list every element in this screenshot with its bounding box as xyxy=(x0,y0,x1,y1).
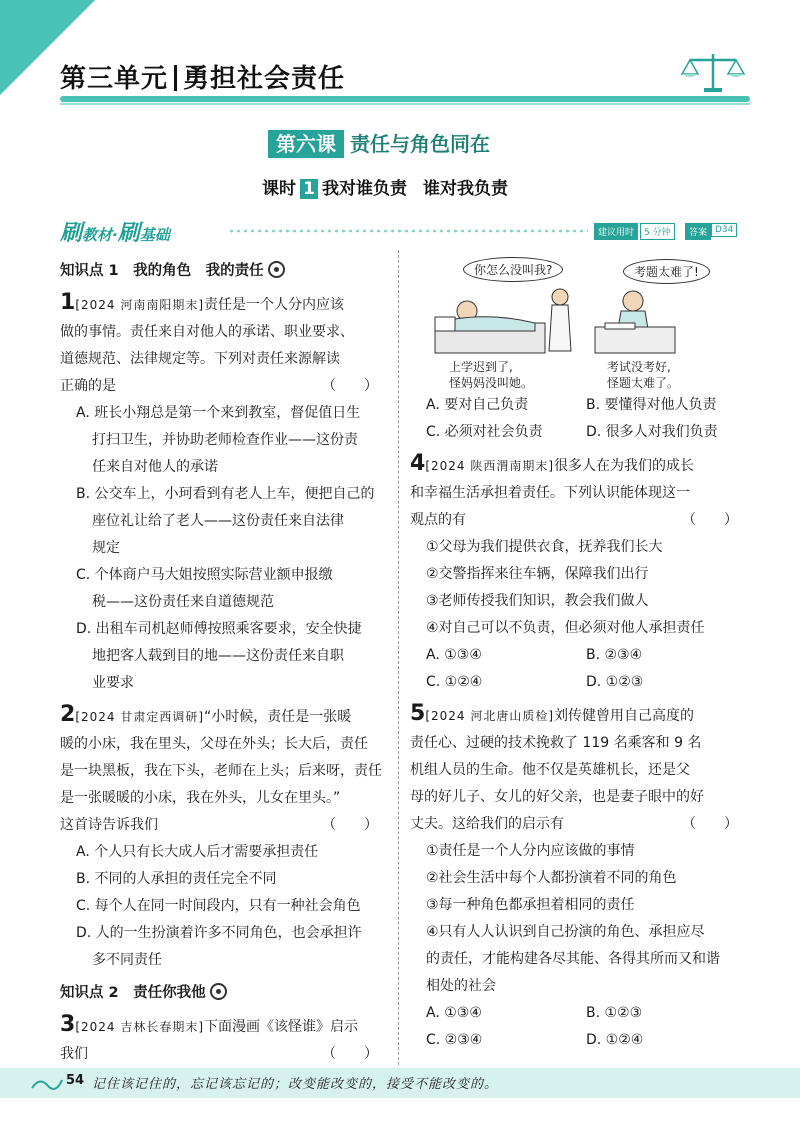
caption-line: 上学迟到了, xyxy=(449,360,513,374)
q3-option-b: B. 要懂得对他人负责 xyxy=(586,397,717,413)
q4-options-row-2 xyxy=(410,669,750,696)
q3-option-d: D. 很多人对我们负责 xyxy=(586,424,718,440)
q4-item: ④对自己可以不负责，但必须对他人承担责任 xyxy=(426,620,705,636)
section-brand xyxy=(60,216,170,247)
q1-option-d: D. 出租车司机赵师傅按照乘客要求，安全快捷 xyxy=(76,621,362,637)
speech-bubble-2: 考题太难了! xyxy=(623,259,710,284)
q1-option-a: A. 班长小翔总是第一个来到教室，督促值日生 xyxy=(76,405,361,421)
title-separator xyxy=(174,65,177,91)
q1-option-a-cont: 打扫卫生，并协助老师检查作业——这份责 xyxy=(92,432,358,448)
q2-line: 暖的小床，我在里头，父母在外头；长大后，责任 xyxy=(60,736,368,752)
q4-item: ②交警指挥来往车辆，保障我们出行 xyxy=(426,566,649,582)
caption-line: 怪妈妈没叫她。 xyxy=(449,376,534,390)
q1-option-c-cont: 税——这份责任来自道德规范 xyxy=(92,594,274,610)
q3-options-row-1 xyxy=(410,392,750,419)
brand-word-2: 基础 xyxy=(139,226,170,244)
q4-source: [2024 陕西渭南期末] xyxy=(425,459,555,473)
q2-option-c: C. 每个人在同一时间段内，只有一种社会角色 xyxy=(76,898,361,914)
q5-line: 母的好儿子、女儿的好父亲，也是妻子眼中的好 xyxy=(410,789,704,805)
question-2 xyxy=(60,701,390,974)
answer-label-tag: 答案 xyxy=(685,223,711,240)
q1-line: 责任是一个人分内应该 xyxy=(204,297,345,313)
lesson-name: 责任与角色同在 xyxy=(350,132,490,156)
q2-line: 是一张暖暖的小床，我在外头，儿女在里头。” xyxy=(60,790,341,806)
q5-item: ①责任是一个人分内应该做的事情 xyxy=(426,843,635,859)
comic-drawing xyxy=(425,283,765,363)
question-3 xyxy=(60,1011,390,1068)
q1-option-d-cont: 地把客人载到目的地——这份责任来自职 xyxy=(92,648,344,664)
knowledge-point-2 xyxy=(60,980,390,1007)
q2-option-a: A. 个人只有长大成人后才需要承担责任 xyxy=(76,844,319,860)
q4-option-c: C. ①②④ xyxy=(426,674,483,690)
q3-options-row-2 xyxy=(410,419,750,446)
q3-number: 3 xyxy=(60,1012,76,1037)
q5-line: 机组人员的生命。他不仅是英雄机长，还是父 xyxy=(410,762,690,778)
q2-line: 这首诗告诉我们 xyxy=(60,817,158,833)
q4-number: 4 xyxy=(410,451,426,476)
q5-number: 5 xyxy=(410,701,426,726)
kp1-text: 知识点 1 我的角色 我的责任 xyxy=(60,263,264,279)
q4-line: 很多人在为我们的成长 xyxy=(554,458,695,474)
answer-blank[interactable]: （ ） xyxy=(682,816,738,832)
q2-option-d: D. 人的一生扮演着许多不同角色，也会承担许 xyxy=(76,925,362,941)
question-4 xyxy=(410,450,750,696)
q4-options-row-1 xyxy=(410,642,750,669)
left-column xyxy=(60,258,390,1068)
q4-option-d: D. ①②③ xyxy=(586,674,644,690)
comic-caption-1 xyxy=(449,359,533,391)
lesson-title xyxy=(268,128,490,157)
q1-option-c: C. 个体商户马大姐按照实际营业额申报缴 xyxy=(76,567,333,583)
question-5 xyxy=(410,700,750,1054)
question-1 xyxy=(60,289,390,697)
q4-option-a: A. ①③④ xyxy=(426,647,482,663)
q1-option-d-cont: 业要求 xyxy=(92,675,134,691)
header-rule-thin xyxy=(60,103,750,105)
target-icon xyxy=(210,983,227,1000)
q4-option-b: B. ②③④ xyxy=(586,647,643,663)
answer-blank[interactable]: （ ） xyxy=(322,1046,378,1062)
q5-source: [2024 河北唐山质检] xyxy=(425,709,555,723)
brand-word-1: 教材 xyxy=(82,226,113,244)
q3-line: 我们 xyxy=(60,1046,88,1062)
dotted-rule xyxy=(228,228,588,234)
header-rule xyxy=(60,96,750,102)
column-divider xyxy=(398,250,399,1065)
unit-title xyxy=(60,58,345,95)
period-topic-2: 谁对我负责 xyxy=(423,179,508,199)
period-title xyxy=(262,174,508,199)
q5-options-row-1 xyxy=(410,1000,750,1027)
unit-name: 勇担社会责任 xyxy=(183,64,346,94)
q4-line: 和幸福生活承担着责任。下列认识能体现这一 xyxy=(410,485,690,501)
q1-option-a-cont: 任来自对他人的承诺 xyxy=(92,459,218,475)
brand-dot: · xyxy=(112,226,118,244)
q5-options-row-2 xyxy=(410,1027,750,1054)
q5-item-cont: 的责任，才能构建各尽其能、各得其所而又和谐 xyxy=(426,951,720,967)
right-column xyxy=(410,392,750,1054)
caption-line: 怪题太难了。 xyxy=(607,376,680,390)
lesson-badge: 第六课 xyxy=(268,130,344,158)
q1-number: 1 xyxy=(60,290,76,315)
q2-number: 2 xyxy=(60,702,76,727)
time-label-tag: 建议用时 xyxy=(594,223,638,240)
q5-item: ③每一种角色都承担着相同的责任 xyxy=(426,897,635,913)
answer-tag: D34 xyxy=(711,223,737,237)
q5-item-cont: 相处的社会 xyxy=(426,978,496,994)
page-number: 54 xyxy=(66,1073,85,1088)
q5-line: 刘传健曾用自己高度的 xyxy=(554,708,695,724)
q1-line: 做的事情。责任来自对他人的承诺、职业要求、 xyxy=(60,324,354,340)
q5-option-a: A. ①③④ xyxy=(426,1005,482,1021)
q2-line: 是一块黑板，我在下头，老师在上头；后来呀，责任 xyxy=(60,763,382,779)
period-label: 课时 xyxy=(262,179,296,199)
time-tag: 5 分钟 xyxy=(640,223,675,240)
q1-source: [2024 河南南阳期末] xyxy=(75,298,205,312)
q5-line: 责任心、过硬的技术挽救了 119 名乘客和 9 名 xyxy=(410,735,702,751)
brand-char-2: 刷 xyxy=(117,221,140,246)
q4-item: ①父母为我们提供衣食，抚养我们长大 xyxy=(426,539,663,555)
unit-label: 第三单元 xyxy=(60,64,169,94)
q2-option-b: B. 不同的人承担的责任完全不同 xyxy=(76,871,277,887)
q2-source: [2024 甘肃定西调研] xyxy=(75,710,205,724)
q4-line: 观点的有 xyxy=(410,512,466,528)
q2-option-d-cont: 多不同责任 xyxy=(92,952,162,968)
brand-char-1: 刷 xyxy=(60,221,83,246)
q5-item: ④只有人人认识到自己扮演的角色、承担应尽 xyxy=(426,924,705,940)
q3-source: [2024 吉林长春期末] xyxy=(75,1020,205,1034)
knowledge-point-1 xyxy=(60,258,390,285)
q5-item: ②社会生活中每个人都扮演着不同的角色 xyxy=(426,870,677,886)
kp2-text: 知识点 2 责任你我他 xyxy=(60,985,206,1001)
q4-item: ③老师传授我们知识，教会我们做人 xyxy=(426,593,649,609)
footer-motto: 记住该记住的，忘记该忘记的；改变能改变的，接受不能改变的。 xyxy=(92,1077,499,1092)
comic-illustration xyxy=(425,255,765,395)
q1-option-b-cont: 座位礼让给了老人——这份责任来自法律 xyxy=(92,513,344,529)
q5-option-d: D. ①②④ xyxy=(586,1032,644,1048)
wave-icon xyxy=(30,1074,64,1092)
answer-blank[interactable]: （ ） xyxy=(322,817,378,833)
q5-option-c: C. ②③④ xyxy=(426,1032,483,1048)
answer-blank[interactable]: （ ） xyxy=(682,512,738,528)
q1-option-b-cont: 规定 xyxy=(92,540,120,556)
answer-blank[interactable]: （ ） xyxy=(322,378,378,394)
q3-option-c: C. 必须对社会负责 xyxy=(426,424,543,440)
q2-line: “小时候，责任是一张暖 xyxy=(204,709,352,725)
period-topic-1: 我对谁负责 xyxy=(322,179,407,199)
comic-caption-2 xyxy=(607,359,679,391)
q3-line: 下面漫画《该怪谁》启示 xyxy=(204,1019,359,1035)
period-number: 1 xyxy=(300,179,318,199)
q5-option-b: B. ①②③ xyxy=(586,1005,643,1021)
q1-line: 道德规范、法律规定等。下列对责任来源解读 xyxy=(60,351,340,367)
caption-line: 考试没考好, xyxy=(607,360,671,374)
q3-option-a: A. 要对自己负责 xyxy=(426,397,529,413)
q1-option-b: B. 公交车上，小珂看到有老人上车，便把自己的 xyxy=(76,486,375,502)
target-icon xyxy=(268,261,285,278)
speech-bubble-1: 你怎么没叫我? xyxy=(463,257,563,282)
q1-line: 正确的是 xyxy=(60,378,116,394)
scales-icon xyxy=(678,50,748,94)
q5-line: 丈夫。这给我们的启示有 xyxy=(410,816,564,832)
